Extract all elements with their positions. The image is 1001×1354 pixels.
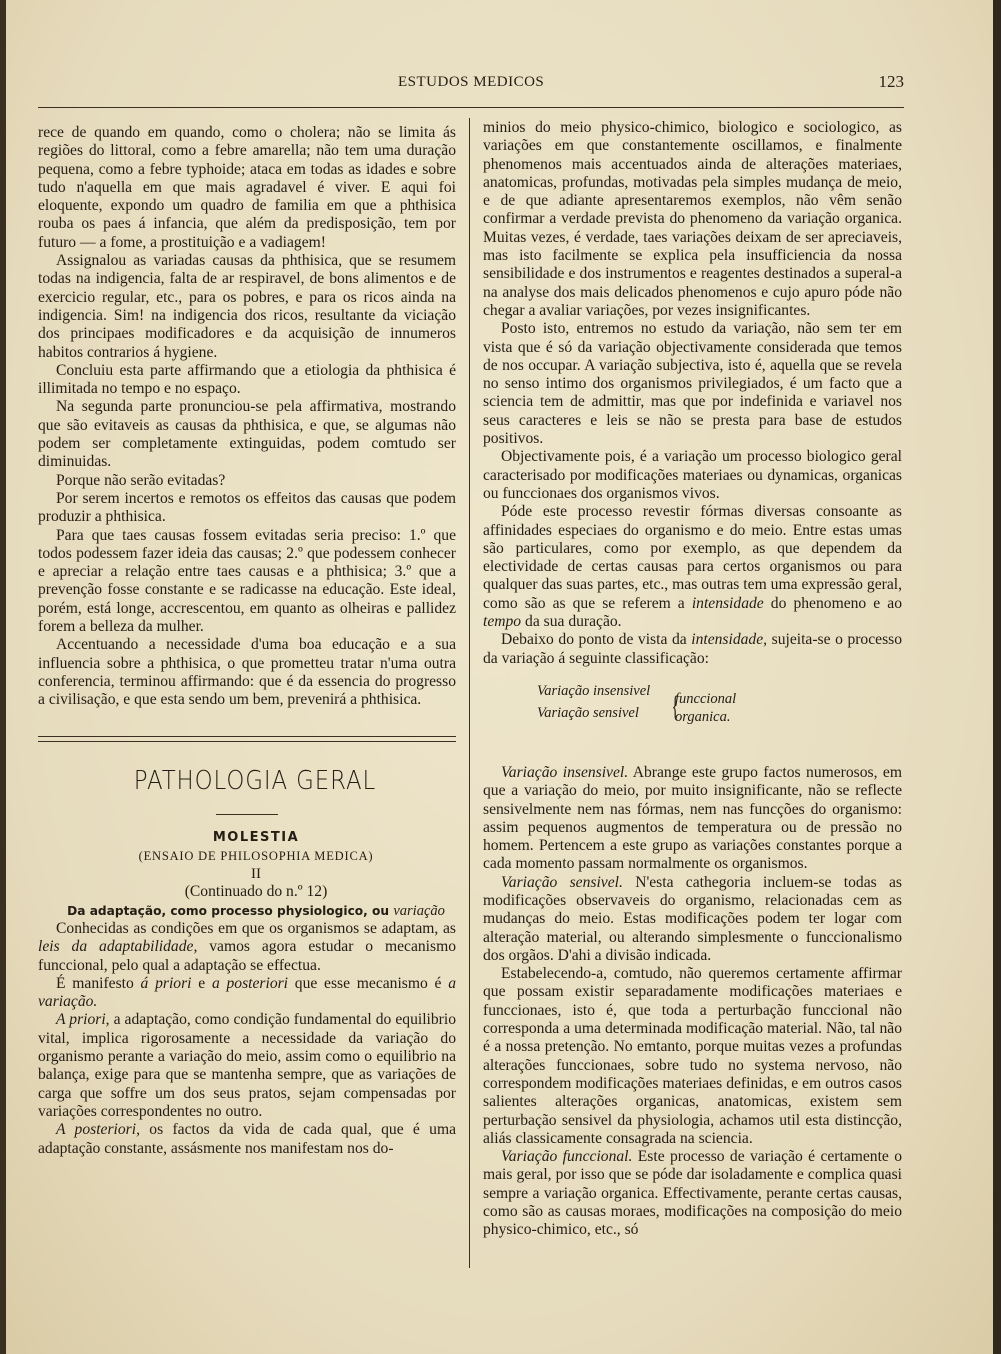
brace-icon: { [671, 689, 679, 723]
italic-text: intensidade, [691, 631, 768, 649]
text: Debaixo do ponto de vista da [501, 631, 687, 649]
italic-text: Variação sensivel. [501, 873, 623, 891]
italic-text: á priori [140, 974, 192, 992]
right-column [483, 119, 902, 1240]
italic-text: A posteriori, [56, 1121, 140, 1139]
paragraph: rece de quando em quando, como o cholera; não se limita ás regiões do littoral, como a febre amarella; não tem uma duração pequena, como a febre typhoide; ataca em todas as idades e sobre tudo n'aquella em que mais agradavel é viver. E aqui foi eloquente, expondo um quadro de familia em que a phthisica rouba os paes á infancia, que além da predisposição, tem por futuro — a fome, a prostituição e a vadiagem! [38, 124, 456, 251]
paragraph: Por serem incertos e remotos os effeitos das causas que podem produzir a phthisica. [38, 489, 456, 526]
subsection-heading [38, 902, 456, 920]
text: os factos da vida de cada qual, que é uma adaptação constante, assásmente nos manifestam nos do- [38, 1121, 456, 1157]
paragraph: Concluiu esta parte affirmando que a etiologia da phthisica é illimitada no tempo e no espaço. [38, 361, 456, 398]
header-rule [38, 107, 904, 108]
text: N'esta cathegoria incluem-se todas as modificações observaveis do organismo, relacionadas cem as mudanças do meio. Estas modificações podem ter logar com alteração material, ou alterando simplesmente o funccionalismo dos orgãos. D'ahi a divisão indicada. [483, 873, 902, 964]
paragraph [483, 503, 902, 631]
page-edge-left [0, 0, 6, 1354]
part-number: II [251, 866, 261, 883]
page-number: 123 [878, 72, 904, 91]
paragraph: Na segunda parte pronunciou-se pela affirmativa, mostrando que são evitaveis as causas da phthisica, e que, se algumas não podem ser completamente extinguidas, podem comtudo ser diminuidas. [38, 398, 456, 471]
classification-subitem: organica. [675, 708, 731, 725]
paragraph [483, 1148, 902, 1239]
left-column [38, 124, 456, 1158]
classification-item: Variação sensivel [537, 704, 639, 721]
text: Abrange este grupo factos numerosos, em que a variação do meio, por muito insignificante, não se reflecte sensivelmente nem nas fórmas, nem nas funcções do organismo: assim pequenos augmentos de temperatura ou de pressão no homem. Pertencem a este grupo as variações constantes porque a cada momento passam normalmente os organismos. [483, 763, 902, 873]
continuation-note: (Continuado do n.º 12) [184, 883, 328, 901]
classification-diagram [537, 682, 902, 746]
article-title: MOLESTIA [212, 829, 300, 845]
article-subtitle: (ENSAIO DE PHILOSOPHIA MEDICA) [138, 848, 374, 863]
paragraph [38, 1121, 456, 1158]
paragraph: minios do meio physico-chimico, biologico e sociologico, as variações em que constantemente oscillamos, e finalmente phenomenos mais accentuados ainda de alterações materiaes, anatomicas, profundas, motivadas pela simples mudança de meio, e de que adiante apresentaremos exemplos, não vêm senão confirmar a verdade prevista do phenomeno da variação organica. Muitas vezes, é verdade, taes variações deixam de ser apreciaveis, mas isto facilmente se explica pela insufficiencia da nossa sensibilidade e dos instrumentos e reagentes destinados a superal-a na analyse dos mais delicados phenomenos e cujo apuro póde não chegar a avaliar variações, por vezes insignificantes. [483, 119, 902, 319]
italic-text: a variação. [38, 974, 457, 1011]
text: e [198, 974, 206, 992]
paragraph: Estabelecendo-a, comtudo, não queremos certamente affirmar que possam existir separadamente modificações materiaes e funccionaes, isto é, que toda a perturbação funccional não corresponda a uma determinada modificação material. Não, tal não é a nossa pretenção. No emtanto, porque muitas vezes a profundas alterações funccionaes, sobre tudo no systema nervoso, não correspondem modificações materiaes definidas, e em outros casos salientes alterações organicas, anatomicas, existem sem perturbação sensivel da physiologia, achamos util esta distincção, aliás classicamente consagrada na sciencia. [483, 965, 902, 1147]
italic-text: tempo [483, 613, 522, 631]
text: vamos agora estudar o mecanismo funccional, pelo qual a adaptação se effectua. [38, 938, 456, 974]
paragraph [38, 975, 456, 1012]
page-header [38, 70, 904, 100]
running-title: ESTUDOS MEDICOS [398, 74, 545, 90]
classification-subitem: funccional [675, 690, 737, 707]
text: Este processo de variação é certamente o mais geral, por isso que se póde dar isoladamente e complica quasi sempre a variação organica. Effectivamente, perante certas causas, como são as causas moraes, modificações na composição do meio physico-chimico, etc., só [483, 1148, 903, 1239]
text: Póde este processo revestir fórmas diversas consoante as affinidades especiaes do organismo e do meio. Entre estas umas são particulares, como por exemplo, as que dependem da electividade de certas causas para certos organismos ou para qualquer das suas partes, etc., mas outras tem uma expressão geral, como são as que se referem a [483, 503, 902, 612]
paragraph [483, 764, 902, 874]
text: que esse mecanismo é [294, 974, 442, 992]
paragraph [38, 1011, 456, 1121]
text: Conhecidas as condições em que os organismos se adaptam, as [56, 919, 456, 937]
column-divider [469, 118, 470, 1268]
paragraph: Porque não serão evitadas? [56, 471, 226, 489]
title-rule [216, 814, 278, 815]
paragraph [483, 874, 902, 965]
section-title: PATHOLOGIA GERAL [133, 765, 377, 796]
subsection-heading-italic: variação [393, 902, 445, 919]
text: a adaptação, como condição fundamental do equilibrio vital, implica rigorosamente a necessidade da variação do organismo perante a variação do meio, assim como o equilibrio na balança, exige para que se mantenha sempre, que as variações de carga que soffre um dos seus pratos, sejam compensadas por variações correspondentes no outro. [38, 1011, 457, 1120]
text: da sua duração. [525, 613, 622, 631]
subsection-heading-text: Da adaptação, como processo physiologico, ou [67, 903, 390, 918]
italic-text: a posteriori [211, 974, 289, 992]
section-divider [38, 736, 456, 742]
italic-text: leis da adaptabilidade, [38, 938, 198, 956]
italic-text: A priori, [56, 1011, 110, 1029]
classification-item: Variação insensivel [537, 682, 651, 699]
paragraph: Assignalou as variadas causas da phthisica, que se resumem todas na indigencia, falta de ar respiravel, de bons alimentos e de exercicio regular, etc., para os pobres, e para os ricos ainda na indigencia. Sim! na indigencia dos ricos, resultante da viciação dos principaes modificadores e da acquisição de innumeros habitos contrarios á hygiene. [38, 252, 456, 361]
paragraph: Posto isto, entremos no estudo da variação, não sem ter em vista que é só da variação objectivamente considerada que temos de nos occupar. A variação subjectiva, isto é, aquella que se revela no senso intimo dos organismos privilegiados, é um facto que a sciencia tem de admittir, mas que por indefinida e variavel nos seus caracteres e leis se não se presta para base de estudos positivos. [483, 320, 902, 448]
paragraph [38, 920, 456, 975]
text: É manifesto [56, 974, 134, 992]
text: do phenomeno e ao [770, 594, 902, 612]
paragraph [483, 631, 902, 668]
page-edge-right [993, 0, 1001, 1354]
text: sujeita-se o processo da variação á seguinte classificação: [483, 631, 903, 667]
italic-text: Variação funccional. [501, 1148, 633, 1166]
paragraph: Para que taes causas fossem evitadas seria preciso: 1.º que todos podessem fazer ideia das causas; 2.º que podessem conhecer e apreciar a relação entre taes causas e a phthisica; 3.º que a prevenção fosse constante e se radicasse na educação. Este ideal, porém, está longe, accrescentou, em quanto as olheiras e pallidez forem a belleza da mulher. [38, 526, 456, 636]
italic-text: intensidade [691, 594, 764, 612]
paragraph: Objectivamente pois, é a variação um processo biologico geral caracterisado por modificações materiaes ou dynamicas, organicas ou funccionaes dos organismos vivos. [483, 448, 902, 502]
italic-text: Variação insensivel. [501, 763, 629, 781]
paragraph: Accentuando a necessidade d'uma boa educação e a sua influencia sobre a phthisica, o que prometteu tratar n'uma outra conferencia, terminou affirmando: que é da essencia do progresso a civilisação, e que esta sendo um bem, prevenirá a phthisica. [38, 636, 456, 709]
